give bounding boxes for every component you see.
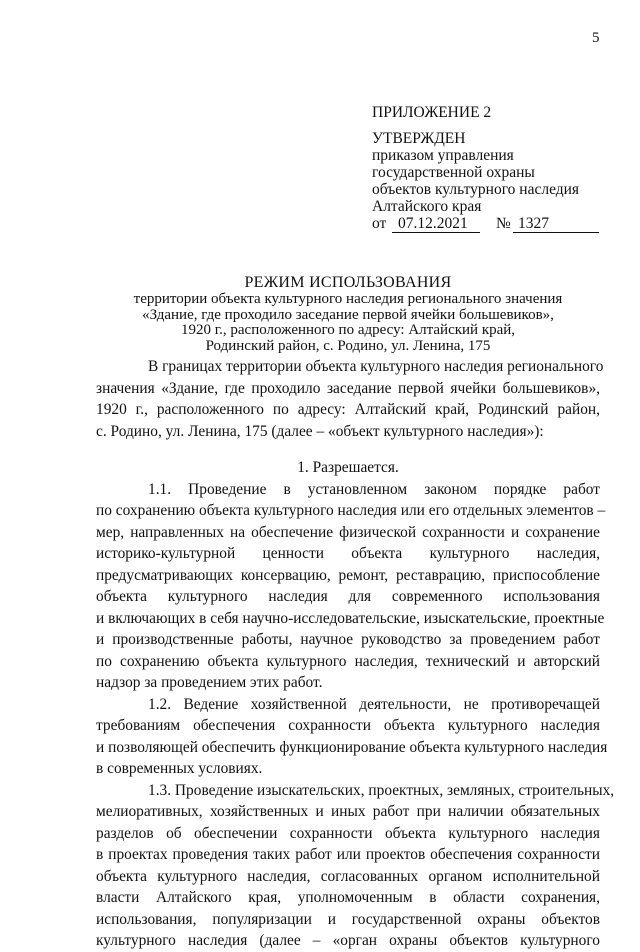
number-label: №: [496, 215, 511, 232]
document-title: РЕЖИМ ИСПОЛЬЗОВАНИЯ: [244, 274, 452, 291]
item-1-3-line: использования, популяризации и государственной охраны объектов: [96, 910, 600, 928]
appendix-heading: ПРИЛОЖЕНИЕ 2: [372, 104, 492, 121]
item-1-1-line: надзор за проведением этих работ.: [96, 674, 323, 691]
item-1-1-line: мер, направленных на обеспечение физической сохранности и сохранение: [96, 523, 600, 541]
item-1-2-line: и позволяющей обеспечить функционирование объекта культурного наследия: [96, 738, 608, 756]
item-1-2-line: требованиям обеспечения сохранности объекта культурного наследия: [96, 717, 600, 734]
item-1-1-line: и включающих в себя научно-исследовательские, изыскательские, проектные: [96, 609, 605, 627]
from-label: от: [372, 215, 387, 232]
intro-line: В границах территории объекта культурного наследия регионального: [148, 358, 604, 375]
item-1-3-line: мелиоративных, хозяйственных и иных работ при наличии обязательных: [96, 803, 600, 820]
order-date: 07.12.2021: [398, 215, 468, 232]
item-1-1-line: предусматривающих консервацию, ремонт, реставрацию, приспособление: [96, 566, 600, 584]
item-1-3-line: объекта культурного наследия, согласованных органом исполнительной: [96, 867, 600, 885]
item-1-1-line: 1.1. Проведение в установленном законом порядке работ: [148, 480, 600, 498]
document-title-block: [0, 273, 640, 354]
approval-line: Алтайского края: [372, 198, 482, 215]
item-1-2-line: в современных условиях.: [96, 760, 263, 777]
approval-line: приказом управления: [372, 147, 514, 164]
subtitle-line: «Здание, где проходило заседание первой ячейки большевиков»,: [142, 306, 554, 323]
document-body: [96, 356, 615, 952]
item-1-1-line: по сохранению объекта культурного наследия, технический и авторский: [96, 652, 600, 670]
item-1-3-line: разделов об обеспечении сохранности объекта культурного наследия: [96, 824, 600, 842]
order-date-number-line: [372, 215, 612, 235]
item-1-3-line: 1.3. Проведение изыскательских, проектных, земляных, строительных,: [148, 781, 615, 799]
item-1-3-line: власти Алтайского края, уполномоченным в области сохранения,: [96, 889, 600, 906]
section-heading: 1. Разрешается.: [297, 459, 399, 476]
approval-line: объектов культурного наследия: [372, 181, 580, 198]
item-1-3-line: в проектах проведения таких работ или проектов обеспечения сохранности: [96, 846, 600, 863]
subtitle-line: территории объекта культурного наследия регионального значения: [133, 291, 563, 307]
date-underline: [392, 232, 480, 233]
item-1-3-line: культурного наследия (далее – «орган охраны объектов культурного: [96, 932, 600, 949]
page-number: 5: [592, 30, 600, 46]
intro-line: с. Родино, ул. Ленина, 175 (далее – «объект культурного наследия»):: [96, 422, 544, 440]
item-1-1-line: историко-культурной ценности объекта культурного наследия,: [96, 545, 600, 562]
appendix-approval-block: [372, 104, 612, 235]
number-underline: [513, 232, 599, 233]
item-1-2-line: 1.2. Ведение хозяйственной деятельности, не противоречащей: [148, 695, 600, 713]
item-1-1-line: по сохранению объекта культурного наследия или его отдельных элементов –: [96, 502, 606, 519]
subtitle-line: 1920 г., расположенного по адресу: Алтайский край,: [180, 322, 516, 339]
document-subtitle: [0, 292, 640, 354]
item-1-1-line: и производственные работы, научное руководство за проведением работ: [96, 631, 600, 648]
approval-line: государственной охраны: [372, 164, 535, 181]
approved-label: УТВЕРЖДЕН: [372, 130, 466, 147]
subtitle-line: Родинский район, с. Родино, ул. Ленина, 175: [205, 337, 491, 354]
order-number: 1327: [518, 215, 549, 232]
intro-line: 1920 г., расположенного по адресу: Алтайский край, Родинский район,: [96, 401, 600, 418]
intro-line: значения «Здание, где проходило заседание первой ячейки большевиков»,: [96, 379, 600, 397]
item-1-1-line: объекта культурного наследия для современного использования: [96, 588, 600, 605]
